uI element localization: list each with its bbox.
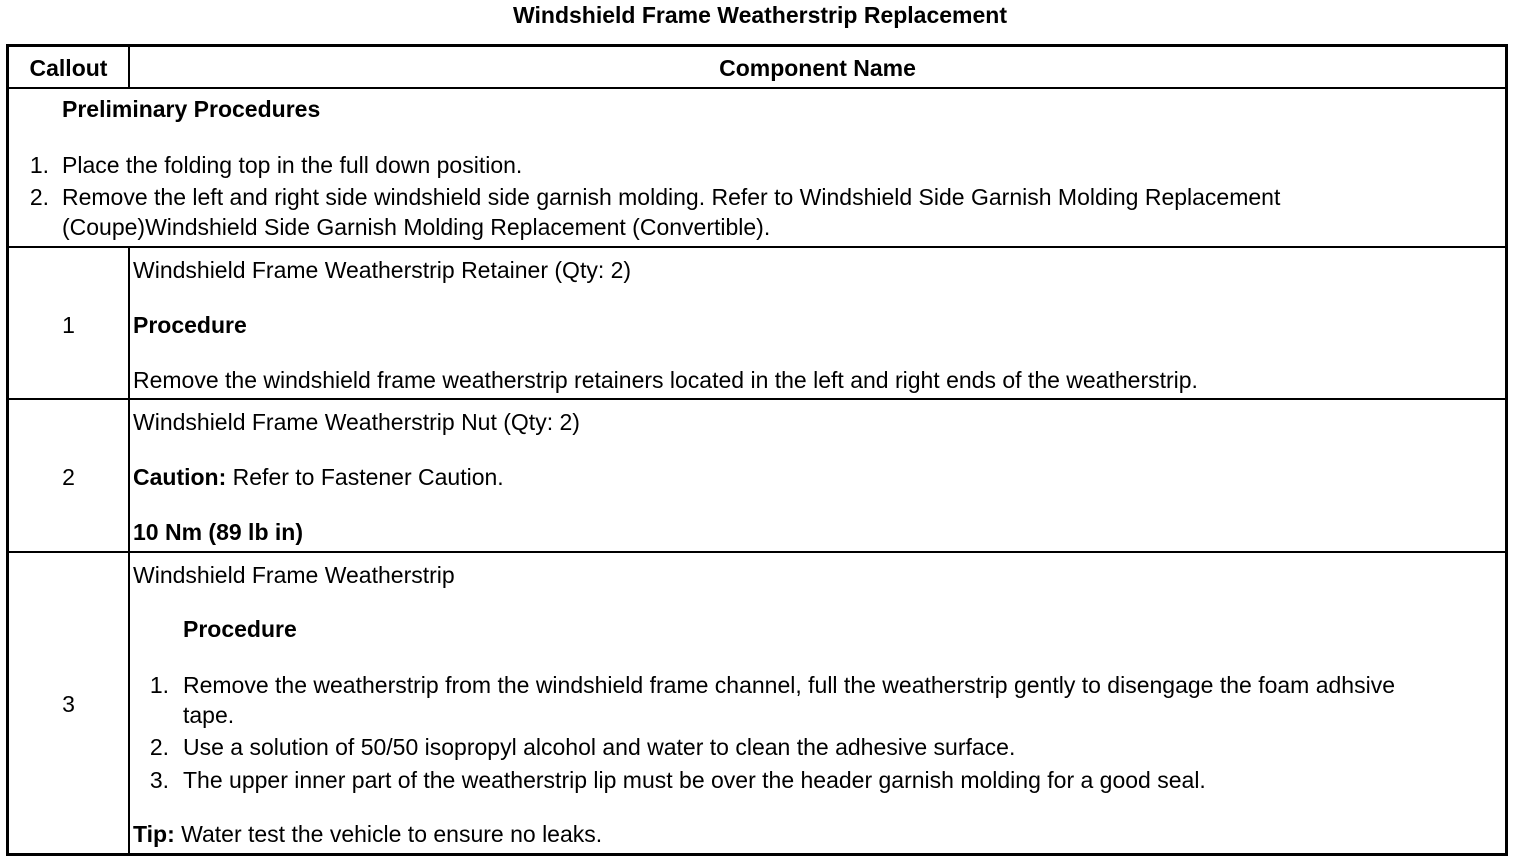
row-divider bbox=[9, 246, 1505, 248]
header-callout: Callout bbox=[29, 55, 108, 81]
procedure-step-text: tape. bbox=[183, 702, 235, 728]
header-divider bbox=[9, 87, 1505, 89]
component-name: Windshield Frame Weatherstrip Nut (Qty: 2) bbox=[133, 409, 580, 435]
header-component-name: Component Name bbox=[719, 55, 916, 81]
procedure-label: Procedure bbox=[183, 616, 297, 642]
procedure-step-text: Remove the weatherstrip from the windshield frame channel, full the weatherstrip gently to disengage the foam adhsive bbox=[183, 672, 1395, 698]
callout-number: 3 bbox=[62, 691, 75, 717]
procedure-step-text: The upper inner part of the weatherstrip lip must be over the header garnish molding for a good seal. bbox=[183, 767, 1206, 793]
procedure-table bbox=[6, 44, 1508, 856]
preliminary-step-text: Place the folding top in the full down position. bbox=[62, 152, 523, 178]
caution-note bbox=[133, 462, 504, 492]
step-number: 1. bbox=[149, 672, 169, 698]
component-name: Windshield Frame Weatherstrip Retainer (Qty: 2) bbox=[133, 257, 632, 283]
column-divider bbox=[128, 246, 130, 853]
step-number: 1. bbox=[29, 152, 49, 178]
row-divider bbox=[9, 398, 1505, 400]
component-name: Windshield Frame Weatherstrip bbox=[133, 562, 455, 588]
callout-number: 1 bbox=[62, 312, 75, 338]
procedure-step-text: Use a solution of 50/50 isopropyl alcohol and water to clean the adhesive surface. bbox=[183, 734, 1016, 760]
preliminary-step-text: Remove the left and right side windshield side garnish molding. Refer to Windshield Side Garnish Molding Replacement bbox=[62, 184, 1281, 210]
step-number: 2. bbox=[149, 734, 169, 760]
page-title: Windshield Frame Weatherstrip Replacement bbox=[513, 2, 1007, 28]
torque-spec: 10 Nm (89 lb in) bbox=[133, 519, 303, 545]
tip-label: Tip: bbox=[133, 821, 175, 847]
procedure-text: Remove the windshield frame weatherstrip retainers located in the left and right ends of the weatherstrip. bbox=[133, 367, 1198, 393]
row-divider bbox=[9, 551, 1505, 553]
caution-text: Refer to Fastener Caution. bbox=[226, 464, 504, 490]
callout-number: 2 bbox=[62, 464, 75, 490]
preliminary-step-text: (Coupe)Windshield Side Garnish Molding Replacement (Convertible). bbox=[62, 214, 771, 240]
preliminary-heading: Preliminary Procedures bbox=[62, 96, 321, 122]
tip-note bbox=[133, 819, 602, 849]
procedure-label: Procedure bbox=[133, 312, 247, 338]
step-number: 3. bbox=[149, 767, 169, 793]
tip-text: Water test the vehicle to ensure no leaks. bbox=[174, 821, 603, 847]
step-number: 2. bbox=[29, 184, 49, 210]
caution-label: Caution: bbox=[133, 464, 227, 490]
